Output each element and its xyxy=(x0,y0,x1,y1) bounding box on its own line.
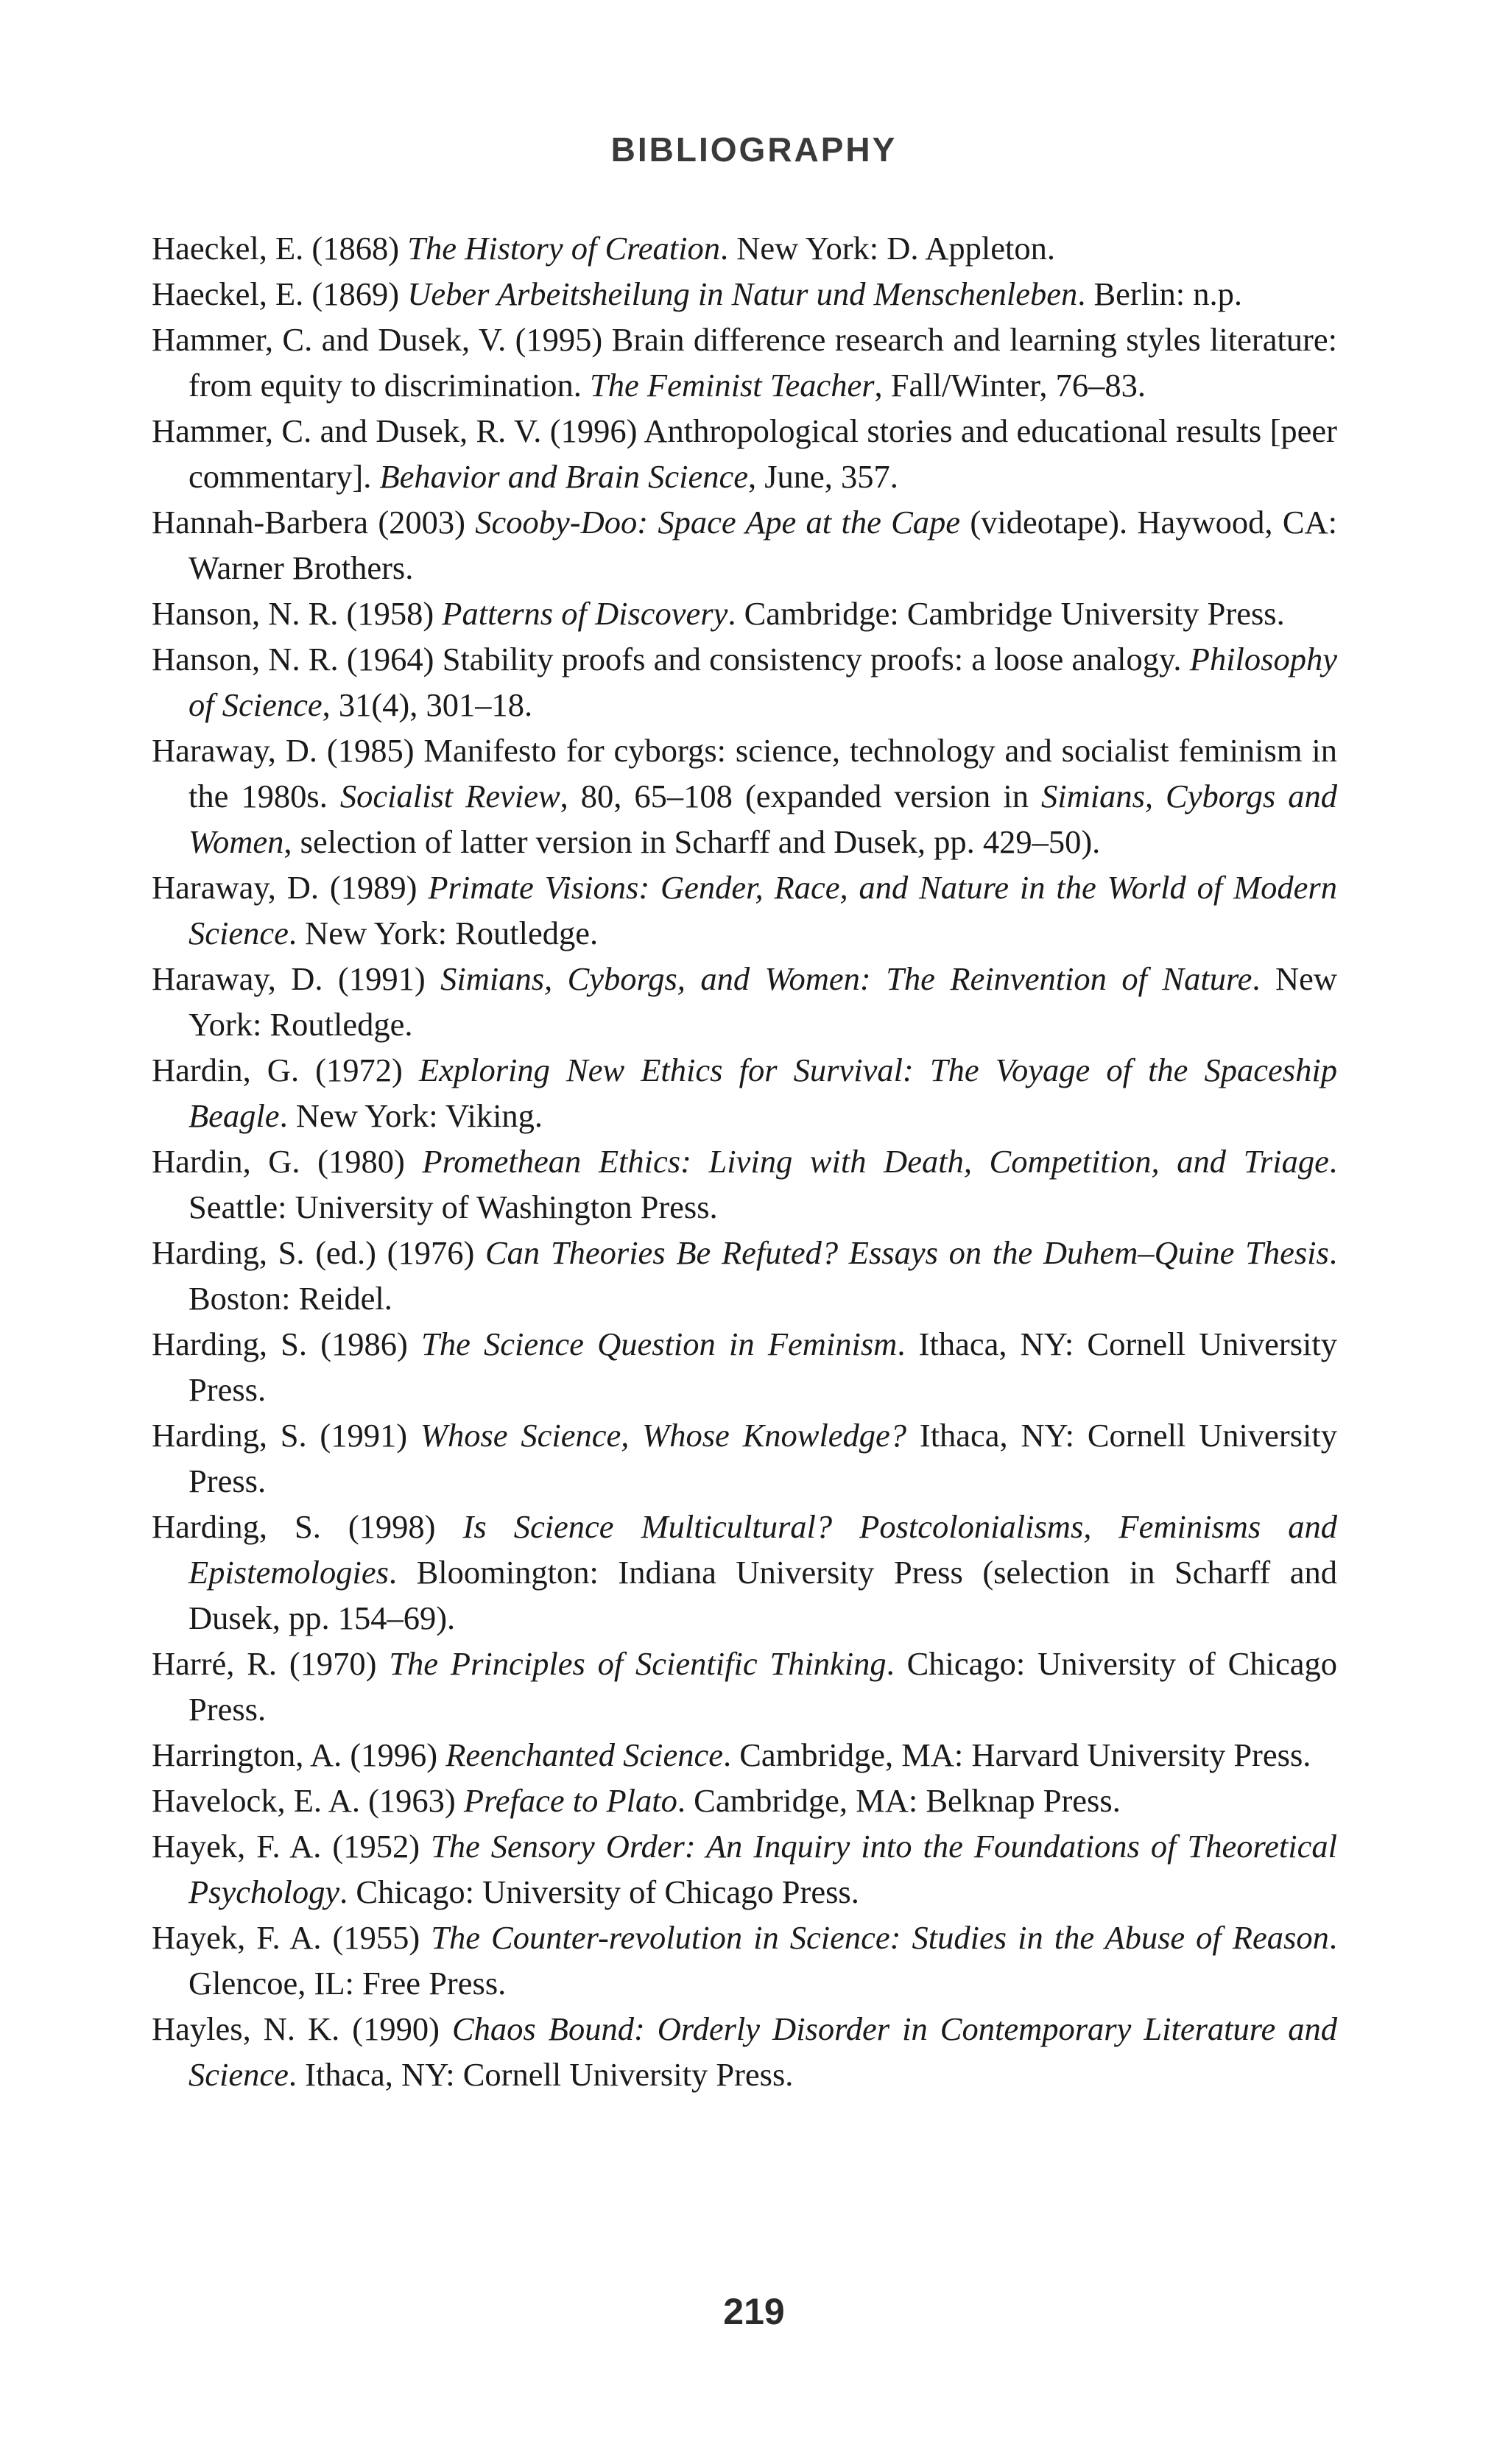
entry-author-year: Hanson, N. R. (1964) Stability proofs and consistency proofs: a loose analogy. xyxy=(152,641,1190,677)
entry-author-year: Havelock, E. A. (1963) xyxy=(152,1782,464,1819)
entry-publication: . Glencoe, IL: Free Press. xyxy=(188,1919,1337,2002)
page-header: BIBLIOGRAPHY xyxy=(610,130,898,169)
entry-title: The Counter-revolution in Science: Studies in the Abuse of Reason xyxy=(431,1919,1329,1956)
entry-title: Scooby-Doo: Space Ape at the Cape xyxy=(475,504,961,541)
entry-title: Is Science Multicultural? Postcolonialisms, Feminisms and Epistemologies xyxy=(188,1508,1337,1591)
entry-title: Ueber Arbeitsheilung in Natur und Menschenleben xyxy=(407,275,1078,312)
entry-title: Exploring New Ethics for Survival: The Voyage of the Spaceship Beagle xyxy=(188,1052,1337,1134)
entry-publication: . Bloomington: Indiana University Press (selection in Scharff and Dusek, pp. 154–69). xyxy=(188,1554,1337,1636)
bibliography-entry xyxy=(152,1321,1337,1412)
bibliography-entry xyxy=(152,865,1337,956)
entry-author-year: Hannah-Barbera (2003) xyxy=(152,504,476,541)
entry-author-year: Hayek, F. A. (1955) xyxy=(152,1919,431,1956)
entry-author-year: Haeckel, E. (1869) xyxy=(152,275,408,312)
bibliography-entry xyxy=(152,1823,1337,1915)
entry-publication: . Chicago: University of Chicago Press. xyxy=(188,1645,1337,1728)
entry-author-year: Hammer, C. and Dusek, R. V. (1996) Anthropological stories and educational results [peer commentary]. xyxy=(152,412,1337,495)
entry-author-year: Hanson, N. R. (1958) xyxy=(152,595,443,632)
entry-author-year: Haeckel, E. (1868) xyxy=(152,230,408,267)
bibliography-entry xyxy=(152,1412,1337,1504)
entry-author-year: Harding, S. (1991) xyxy=(152,1417,420,1454)
entry-title: The Science Question in Feminism xyxy=(421,1326,898,1362)
entry-publication: , June, 357. xyxy=(747,458,898,495)
entry-author-year: Harré, R. (1970) xyxy=(152,1645,390,1682)
entry-title: Primate Visions: Gender, Race, and Nature in the World of Modern Science xyxy=(188,869,1338,951)
bibliography-entry xyxy=(152,408,1337,499)
entry-title: Chaos Bound: Orderly Disorder in Contemporary Literature and Science xyxy=(188,2010,1337,2093)
bibliography-entry xyxy=(152,956,1337,1047)
entry-publication: . Ithaca, NY: Cornell University Press. xyxy=(288,2056,794,2093)
entry-publication: . Seattle: University of Washington Press. xyxy=(188,1143,1337,1225)
bibliography-entry xyxy=(152,1138,1337,1230)
bibliography-entry xyxy=(152,1504,1337,1641)
bibliography-entry xyxy=(152,1230,1337,1321)
entry-publication: , Fall/Winter, 76–83. xyxy=(874,367,1146,404)
entry-title: The Sensory Order: An Inquiry into the Foundations of Theoretical Psychology xyxy=(188,1828,1337,1910)
entry-title: Whose Science, Whose Knowledge? xyxy=(420,1417,907,1454)
bibliography-entry xyxy=(152,1778,1337,1823)
entry-publication: . New York: Routledge. xyxy=(188,960,1338,1043)
entry-title-secondary: Simians, Cyborgs and Women xyxy=(188,778,1337,860)
entry-author-year: Hayek, F. A. (1952) xyxy=(152,1828,431,1865)
entry-author-year: Harding, S. (1998) xyxy=(152,1508,463,1545)
bibliography-entry xyxy=(152,1641,1337,1732)
entry-title: Reenchanted Science xyxy=(445,1736,723,1773)
entry-author-year: Haraway, D. (1991) xyxy=(152,960,441,997)
entry-publication: . Cambridge, MA: Belknap Press. xyxy=(677,1782,1121,1819)
entry-author-year: Harding, S. (ed.) (1976) xyxy=(152,1234,485,1271)
entry-title: Simians, Cyborgs, and Women: The Reinvention of Nature xyxy=(440,960,1252,997)
entry-publication: . Cambridge, MA: Harvard University Press. xyxy=(723,1736,1311,1773)
bibliography-list xyxy=(152,225,1337,2097)
entry-author-year: Hardin, G. (1972) xyxy=(152,1052,419,1088)
entry-publication: . Boston: Reidel. xyxy=(188,1234,1337,1317)
entry-publication: . New York: Viking. xyxy=(279,1097,543,1134)
entry-publication: (videotape). Haywood, CA: Warner Brothers. xyxy=(188,504,1337,586)
bibliography-entry xyxy=(152,1915,1337,2006)
entry-publication: . New York: Routledge. xyxy=(288,915,599,951)
entry-publication: . Berlin: n.p. xyxy=(1077,275,1242,312)
entry-title: Can Theories Be Refuted? Essays on the Duhem–Quine Thesis xyxy=(485,1234,1329,1271)
entry-title: Philosophy of Science xyxy=(188,641,1337,723)
page-number: 219 xyxy=(723,2291,785,2332)
entry-title: Patterns of Discovery xyxy=(442,595,728,632)
entry-title: Preface to Plato xyxy=(463,1782,677,1819)
entry-title: Behavior and Brain Science xyxy=(379,458,748,495)
bibliography-entry xyxy=(152,225,1337,271)
entry-publication: . Chicago: University of Chicago Press. xyxy=(339,1873,859,1910)
entry-publication: , 31(4), 301–18. xyxy=(322,686,533,723)
bibliography-entry xyxy=(152,499,1337,591)
entry-author-year: Hayles, N. K. (1990) xyxy=(152,2010,452,2047)
entry-publication: . Cambridge: Cambridge University Press. xyxy=(727,595,1285,632)
bibliography-entry xyxy=(152,728,1337,865)
bibliography-entry xyxy=(152,1047,1337,1138)
entry-author-year: Hardin, G. (1980) xyxy=(152,1143,423,1180)
entry-author-year: Haraway, D. (1989) xyxy=(152,869,429,906)
bibliography-entry xyxy=(152,271,1337,317)
bibliography-entry xyxy=(152,636,1337,728)
entry-title: The Principles of Scientific Thinking xyxy=(389,1645,887,1682)
entry-title: The Feminist Teacher xyxy=(590,367,875,404)
entry-author-year: Hammer, C. and Dusek, V. (1995) Brain difference research and learning styles literature: from equity to discrimination. xyxy=(152,321,1337,404)
entry-title: The History of Creation xyxy=(407,230,721,267)
bibliography-entry xyxy=(152,1732,1337,1778)
entry-publication-secondary: , selection of latter version in Scharff and Dusek, pp. 429–50). xyxy=(283,823,1101,860)
entry-title: Socialist Review xyxy=(339,778,560,814)
entry-author-year: Harding, S. (1986) xyxy=(152,1326,422,1362)
entry-author-year: Harrington, A. (1996) xyxy=(152,1736,446,1773)
bibliography-entry xyxy=(152,591,1337,636)
entry-publication: , 80, 65–108 (expanded version in xyxy=(560,778,1041,814)
entry-author-year: Haraway, D. (1985) Manifesto for cyborgs: science, technology and socialist feminism in the 1980s. xyxy=(152,732,1337,814)
entry-publication: Ithaca, NY: Cornell University Press. xyxy=(188,1417,1337,1499)
entry-publication: . New York: D. Appleton. xyxy=(720,230,1055,267)
entry-publication: . Ithaca, NY: Cornell University Press. xyxy=(188,1326,1337,1408)
bibliography-entry xyxy=(152,2006,1337,2097)
bibliography-entry xyxy=(152,317,1337,408)
entry-title: Promethean Ethics: Living with Death, Competition, and Triage xyxy=(422,1143,1329,1180)
